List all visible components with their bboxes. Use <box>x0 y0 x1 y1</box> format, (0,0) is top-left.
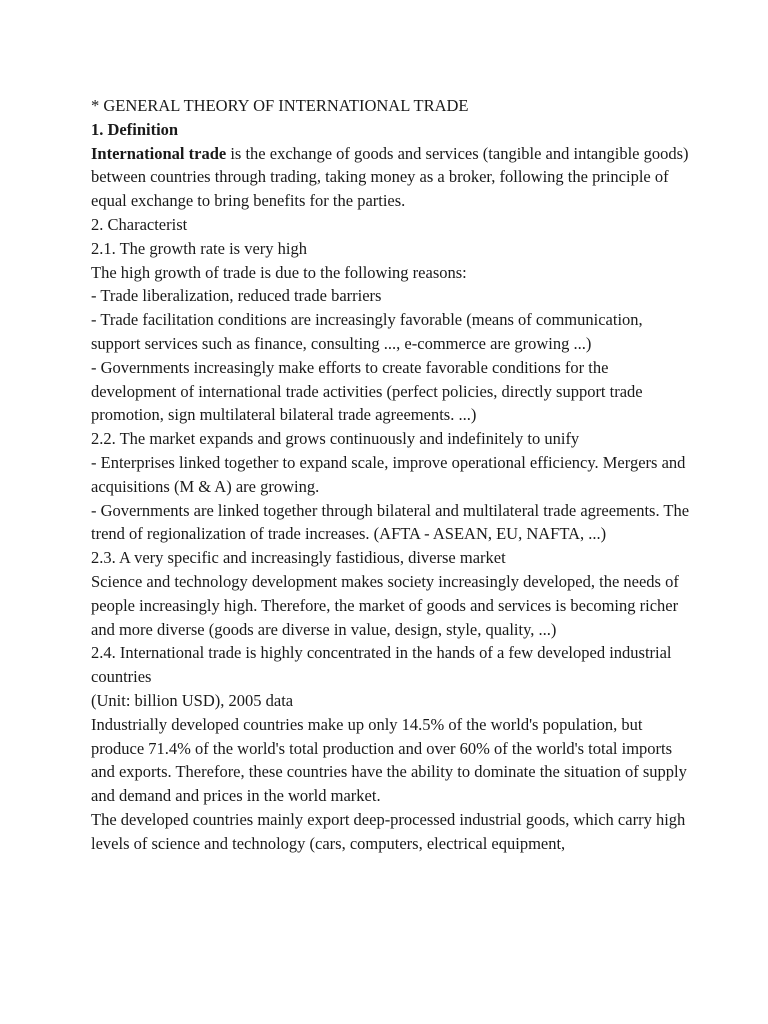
definition-text: is the exchange of goods and services (tangible and intangible goods) between countries through trading, taking money as a broker, following the principle of equal exchange to bring benefits for the parties. <box>91 143 689 211</box>
subsection-2-1-intro: The high growth of trade is due to the following reasons: <box>91 262 467 282</box>
document-page <box>91 94 691 856</box>
subsection-2-4-text-1: Industrially developed countries make up only 14.5% of the world's population, but produce 71.4% of the world's total production and over 60% of the world's total imports and exports. Therefore, these countries have the ability to dominate the situation of supply and demand and prices in the world market. <box>91 714 687 806</box>
document-heading: * GENERAL THEORY OF INTERNATIONAL TRADE <box>91 96 469 115</box>
definition-paragraph <box>91 142 691 213</box>
definition-term: International trade <box>91 143 227 163</box>
subsection-2-1-bullet-1: - Trade liberalization, reduced trade barriers <box>91 286 382 306</box>
subsection-2-3-text: Science and technology development makes society increasingly developed, the needs of people increasingly high. Therefore, the market of goods and services is becoming richer and more diverse (goods are diverse in value, design, style, quality, ...) <box>91 571 679 639</box>
subsection-2-1-bullet-3: - Governments increasingly make efforts to create favorable conditions for the development of international trade activities (perfect policies, directly support trade promotion, sign multilateral bilateral trade agreements. ...) <box>91 357 643 425</box>
section-characterist-title: 2. Characterist <box>91 214 188 234</box>
subsection-2-2-bullet-2: - Governments are linked together through bilateral and multilateral trade agreements. The trend of regionalization of trade increases. (AFTA - ASEAN, EU, NAFTA, ...) <box>91 500 690 544</box>
subsection-2-4-title: 2.4. International trade is highly concentrated in the hands of a few developed industrial countries <box>91 643 672 687</box>
subsection-2-2-title: 2.2. The market expands and grows continuously and indefinitely to unify <box>91 429 580 449</box>
subsection-2-3-title: 2.3. A very specific and increasingly fastidious, diverse market <box>91 548 506 568</box>
subsection-2-4-text-2: The developed countries mainly export deep-processed industrial goods, which carry high levels of science and technology (cars, computers, electrical equipment, <box>91 809 686 853</box>
subsection-2-1-title: 2.1. The growth rate is very high <box>91 238 307 258</box>
section-definition-title: 1. Definition <box>91 119 179 139</box>
subsection-2-4-unit: (Unit: billion USD), 2005 data <box>91 690 294 710</box>
subsection-2-2-bullet-1: - Enterprises linked together to expand scale, improve operational efficiency. Mergers and acquisitions (M & A) are growing. <box>91 452 686 496</box>
subsection-2-1-bullet-2: - Trade facilitation conditions are increasingly favorable (means of communication, support services such as finance, consulting ..., e-commerce are growing ...) <box>91 310 643 353</box>
